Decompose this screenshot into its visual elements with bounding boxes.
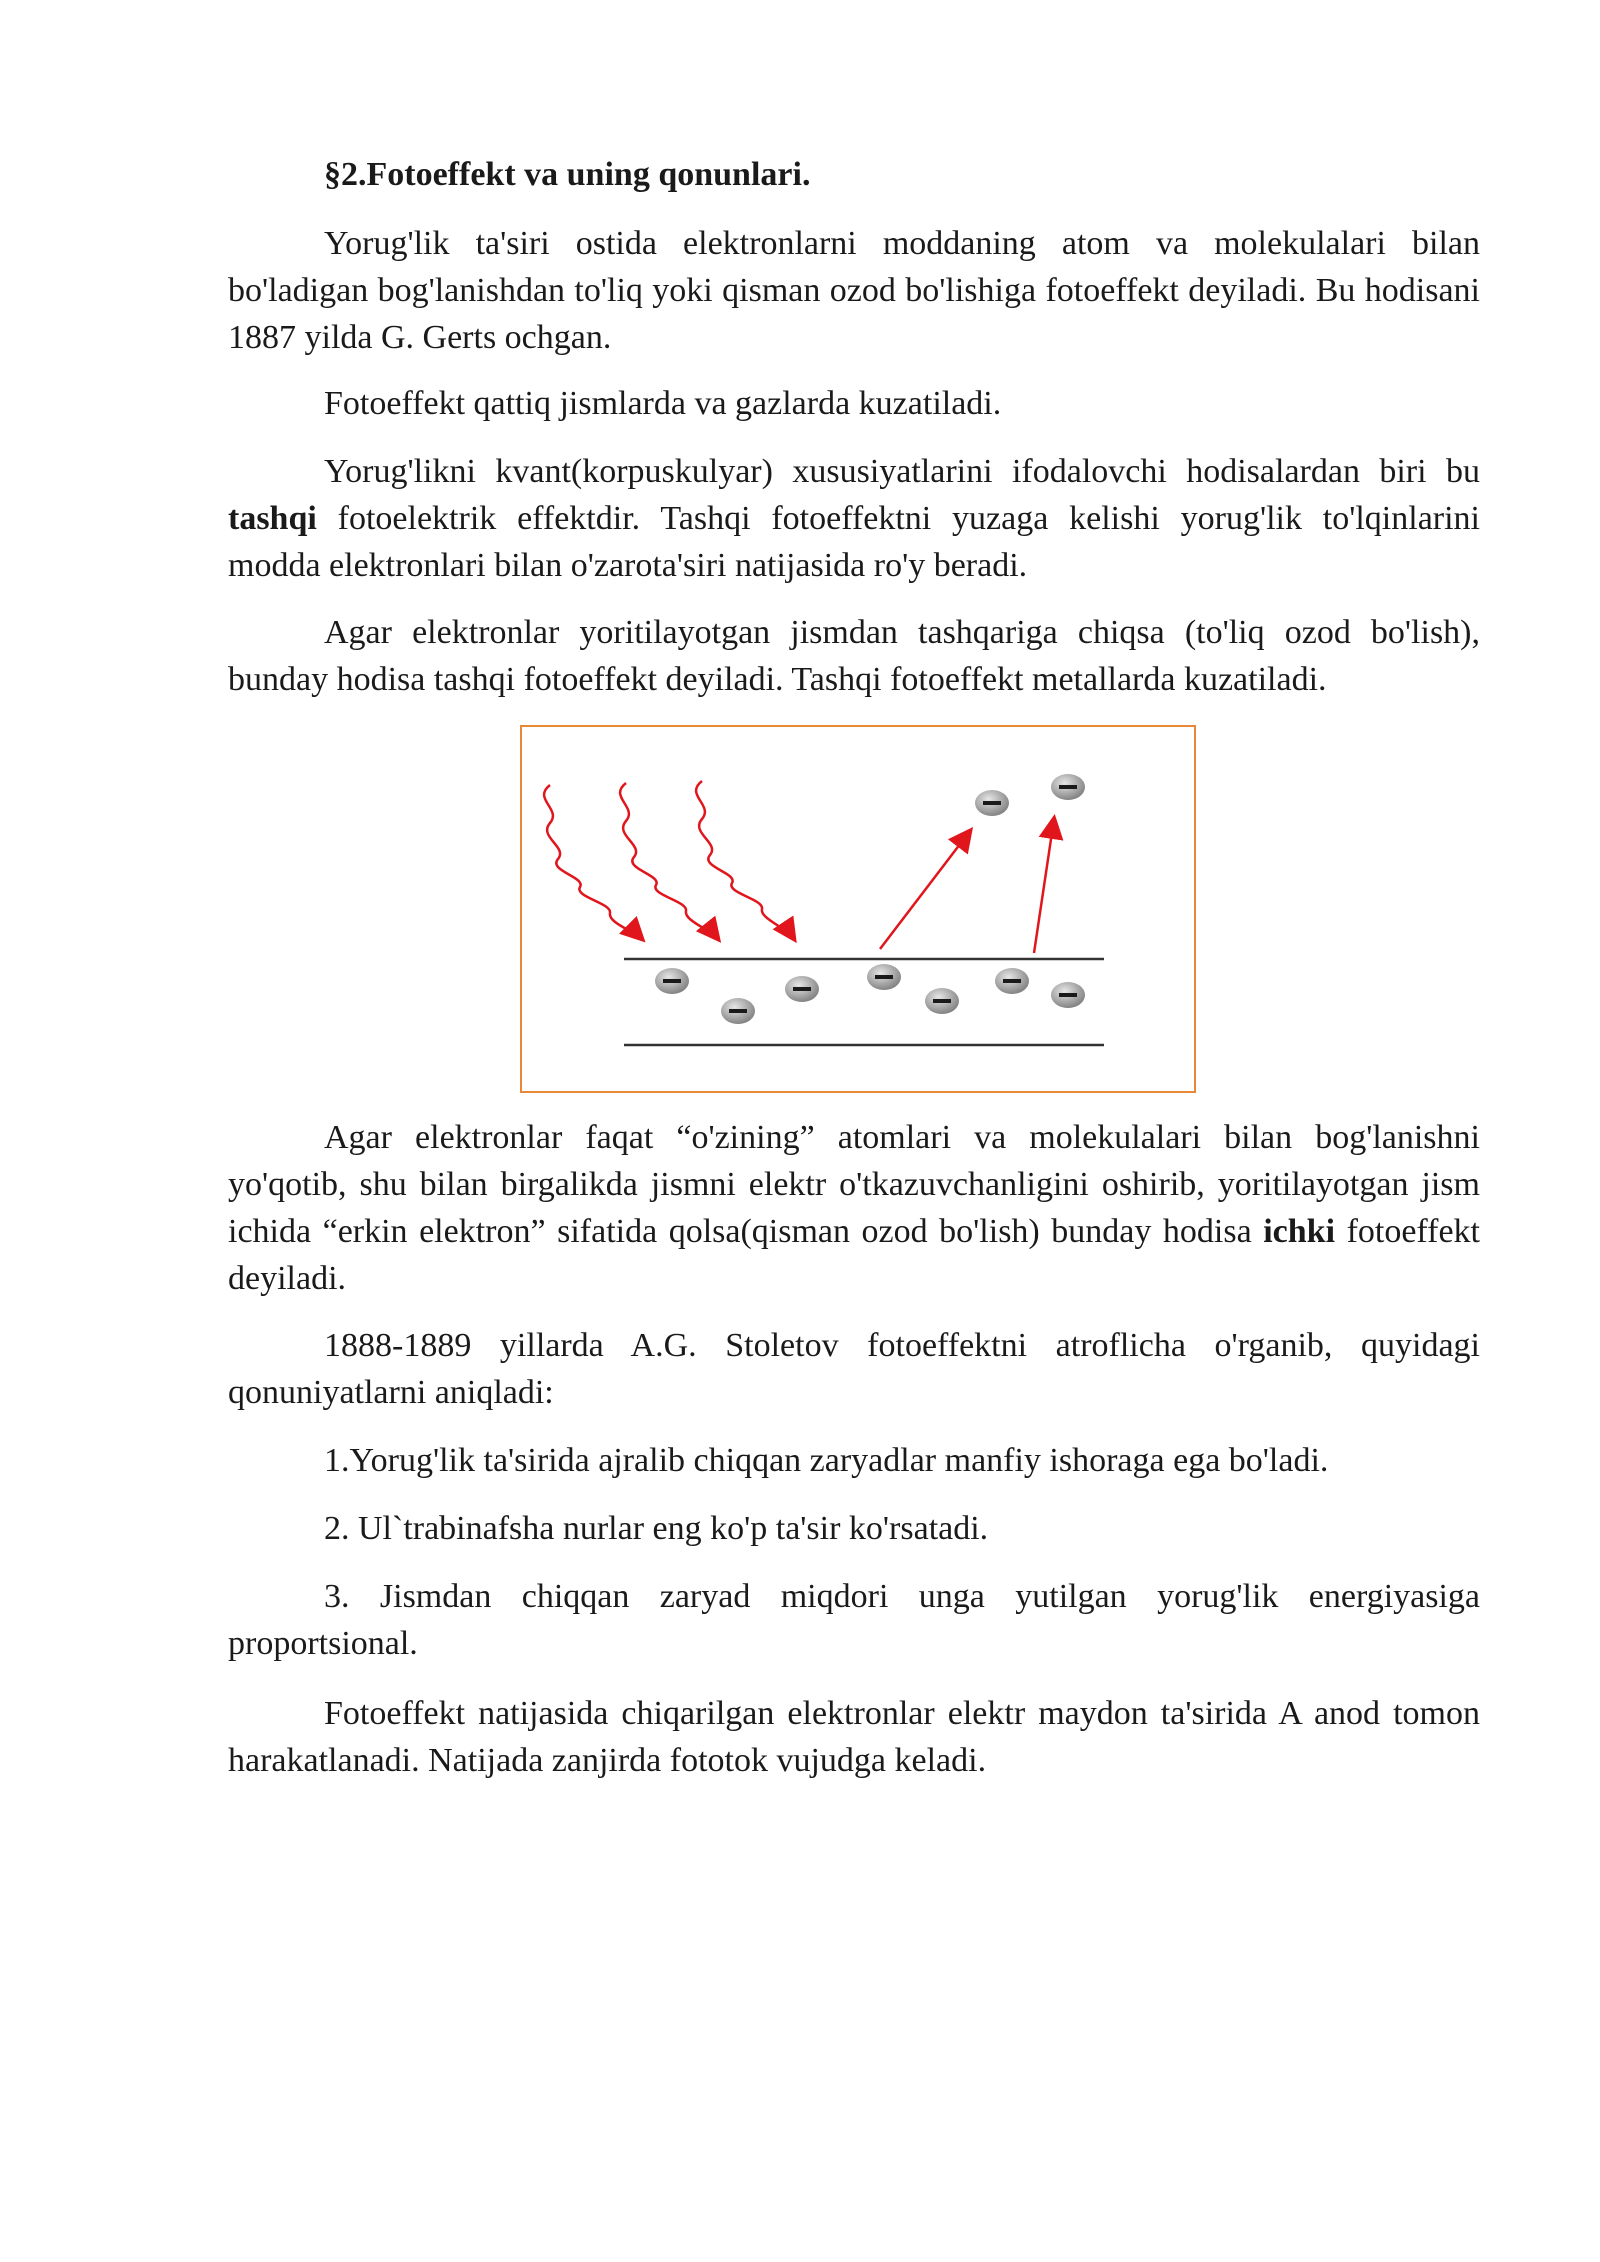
electron [655, 968, 689, 994]
section-heading: §2.Fotoeffekt va uning qonunlari. [324, 156, 811, 193]
electron [1051, 774, 1085, 800]
photoeffect-diagram [522, 727, 1194, 1091]
emission-arrow-1 [880, 831, 970, 949]
electron [995, 968, 1029, 994]
p3-text-after: fotoelektrik effektdir. Tashqi fotoeffektni yuzaga kelishi yorug'lik to'lqinlarini modda elektronlari bilan o'zarota'siri natijasida ro'y beradi. [228, 500, 1480, 584]
paragraph-observation: Fotoeffekt qattiq jismlarda va gazlarda kuzatiladi. [324, 385, 1002, 422]
law-item-1: 1.Yorug'lik ta'sirida ajralib chiqqan zaryadlar manfiy ishoraga ega bo'ladi. [324, 1442, 1329, 1479]
p5-bold-term: ichki [1263, 1213, 1336, 1250]
electron [1051, 982, 1085, 1008]
paragraph-external-effect [228, 448, 1480, 589]
electron [925, 988, 959, 1014]
paragraph-photocurrent: Fotoeffekt natijasida chiqarilgan elektronlar elektr maydon ta'sirida A anod tomon harakatlanadi. Natijada zanjirda fototok vujudga keladi. [228, 1695, 1480, 1779]
paragraph-external-definition: Agar elektronlar yoritilayotgan jismdan tashqariga chiqsa (to'liq ozod bo'lish), bunday hodisa tashqi fotoeffekt deyiladi. Tashqi fotoeffekt metallarda kuzatiladi. [228, 614, 1480, 698]
emission-arrow-2 [1034, 819, 1054, 953]
photoeffect-figure [520, 725, 1196, 1093]
paragraph-internal-effect [228, 1114, 1480, 1302]
light-wave-3 [696, 781, 794, 939]
electron [785, 976, 819, 1002]
law-item-2: 2. Ul`trabinafsha nurlar eng ko'p ta'sir ko'rsatadi. [324, 1510, 989, 1547]
paragraph-stoletov: 1888-1889 yillarda A.G. Stoletov fotoeffektni atroflicha o'rganib, quyidagi qonuniyatlarni aniqladi: [228, 1327, 1480, 1411]
electron [867, 964, 901, 990]
p3-text-before: Yorug'likni kvant(korpuskulyar) xususiyatlarini ifodalovchi hodisalardan biri bu [324, 453, 1480, 490]
electron [721, 998, 755, 1024]
paragraph-definition: Yorug'lik ta'siri ostida elektronlarni moddaning atom va molekulalari bilan bo'ladigan bog'lanishdan to'liq yoki qisman ozod bo'lishiga fotoeffekt deyiladi. Bu hodisani 1887 yilda G. Gerts ochgan. [228, 225, 1480, 356]
electron [975, 790, 1009, 816]
p5-text-after: fotoeffekt deyiladi. [228, 1213, 1480, 1297]
p3-bold-term: tashqi [228, 500, 317, 537]
law-item-3: 3. Jismdan chiqqan zaryad miqdori unga yutilgan yorug'lik energiyasiga proportsional. [228, 1578, 1480, 1662]
p5-text-before: Agar elektronlar faqat “o'zining” atomlari va molekulalari bilan bog'lanishni yo'qotib, shu bilan birgalikda jismni elektr o'tkazuvchanligini oshirib, yoritilayotgan jism ichida “erkin elektron” sifatida qolsa(qisman ozod bo'lish) bunday hodisa [228, 1119, 1480, 1250]
